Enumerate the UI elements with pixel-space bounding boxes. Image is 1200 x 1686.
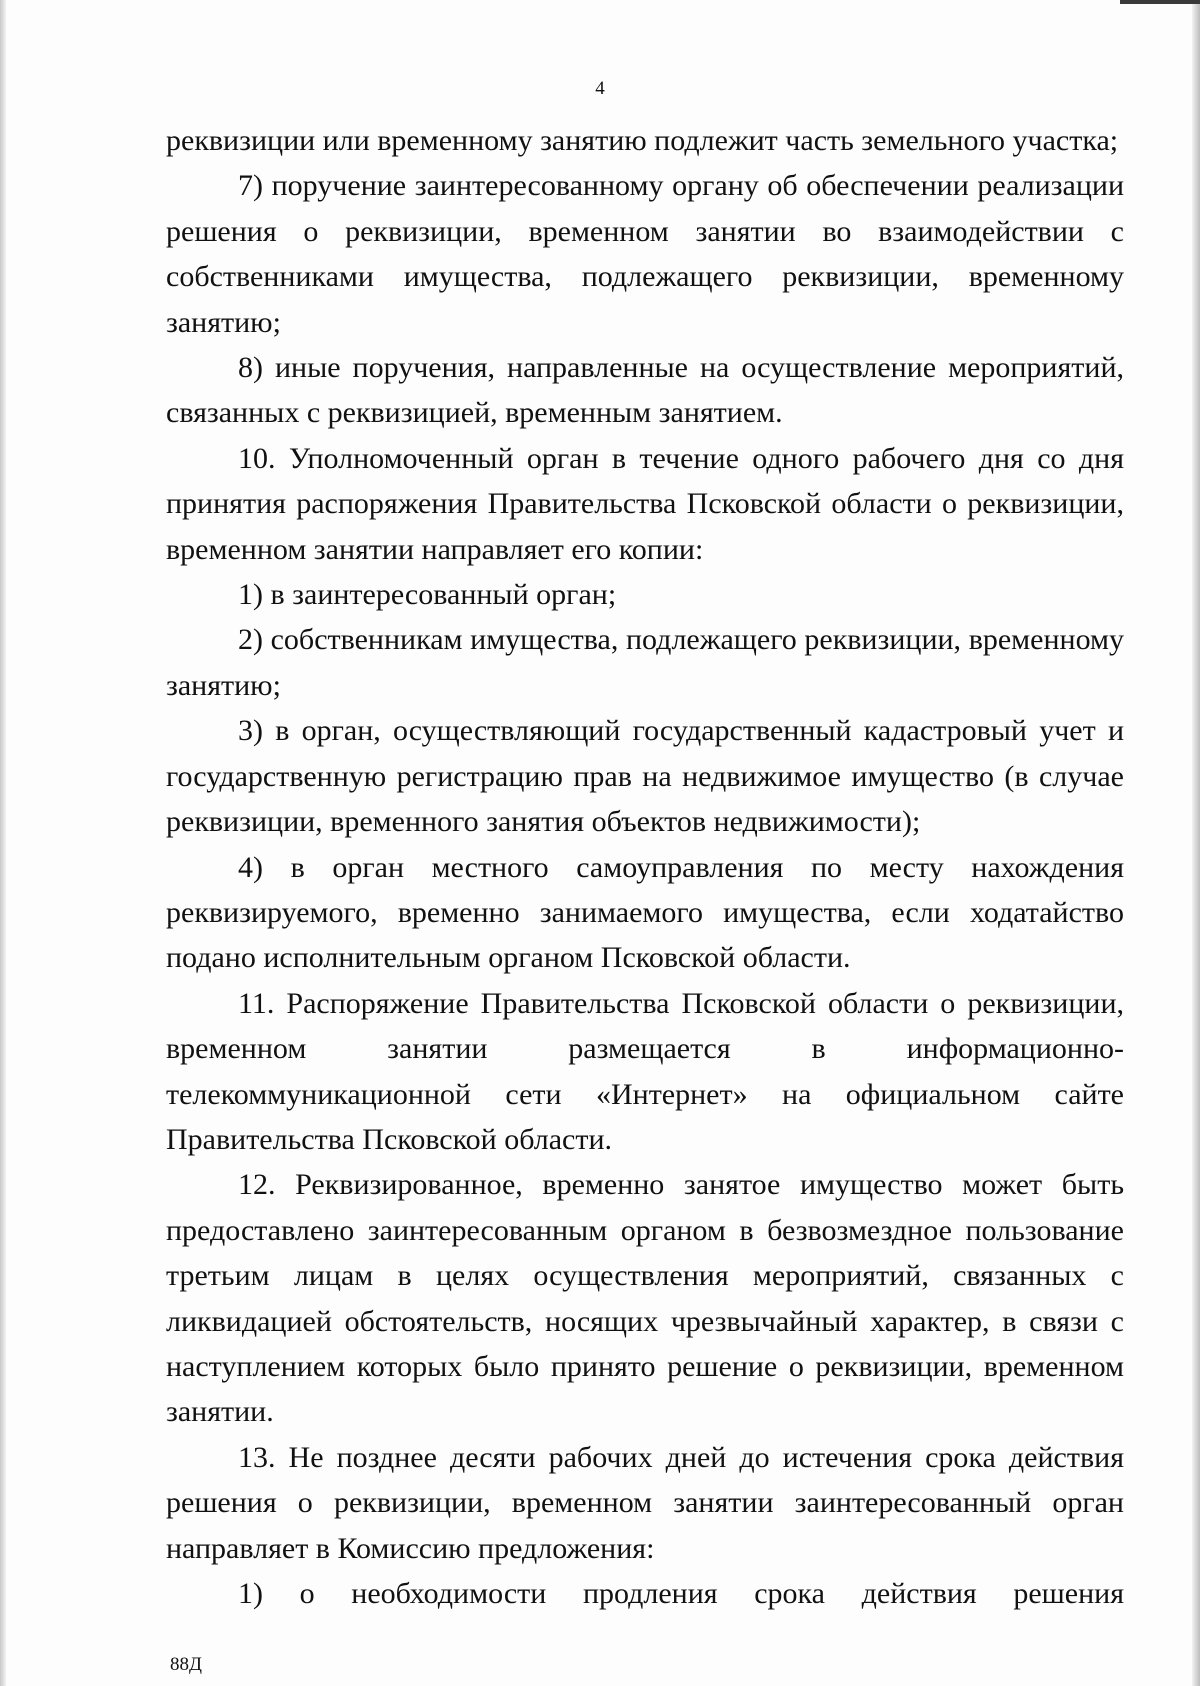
- paragraph: 1) в заинтересованный орган;: [238, 578, 617, 612]
- paragraph: 3) в орган, осуществляющий государственный кадастровый учет и государственную регистрацию прав на недвижимое имущество (в случае реквизиции, временного занятия объектов недвижимости);: [166, 714, 1124, 839]
- paragraph: 1) о необходимости продления срока действия решения: [238, 1577, 1124, 1610]
- scan-edge-right: [1192, 0, 1200, 1686]
- paragraph: реквизиции или временному занятию подлежит часть земельного участка;: [166, 124, 1119, 157]
- page-number: 4: [595, 78, 605, 99]
- paragraph: 10. Уполномоченный орган в течение одного рабочего дня со дня принятия распоряжения Правительства Псковской области о реквизиции, временном занятии направляет его копии:: [166, 441, 1124, 566]
- paragraph: 11. Распоряжение Правительства Псковской области о реквизиции, временном занятии размещается в информационно-телекоммуникационной сети «Интернет» на официальном сайте Правительства Псковской области.: [166, 986, 1124, 1156]
- scan-edge-left: [0, 0, 6, 1686]
- paragraph: 12. Реквизированное, временно занятое имущество может быть предоставлено заинтересованным органом в безвозмездное пользование третьим лицам в целях осуществления мероприятий, связанных с ликвидацией обстоятельств, носящих чрезвычайный характер, в связи с наступлением которых было принято решение о реквизиции, временном занятии.: [166, 1168, 1124, 1429]
- scan-edge-mark: [1120, 0, 1200, 4]
- paragraph: 13. Не позднее десяти рабочих дней до истечения срока действия решения о реквизиции, временном занятии заинтересованный орган направляет в Комиссию предложения:: [166, 1440, 1124, 1565]
- footer-code: 88Д: [170, 1654, 202, 1675]
- paragraph: 8) иные поручения, направленные на осуществление мероприятий, связанных с реквизицией, временным занятием.: [166, 351, 1124, 430]
- paragraph: 7) поручение заинтересованному органу об обеспечении реализации решения о реквизиции, временном занятии во взаимодействии с собственниками имущества, подлежащего реквизиции, временному занятию;: [166, 169, 1124, 339]
- document-body: [166, 118, 1124, 1616]
- paragraph: 2) собственникам имущества, подлежащего реквизиции, временному занятию;: [166, 623, 1124, 702]
- paragraph: 4) в орган местного самоуправления по месту нахождения реквизируемого, временно занимаемого имущества, если ходатайство подано исполнительным органом Псковской области.: [166, 850, 1124, 975]
